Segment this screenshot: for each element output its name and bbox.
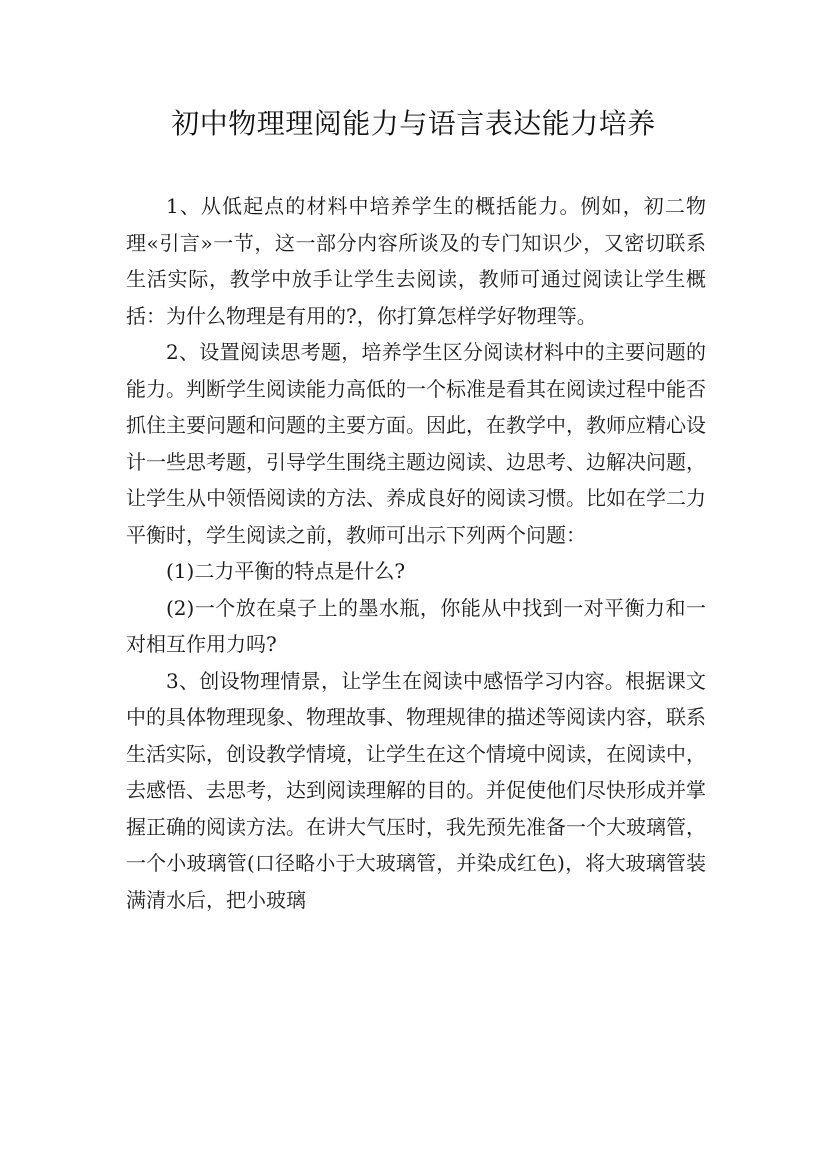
- paragraph-1: 1、从低起点的材料中培养学生的概括能力。例如，初二物理«引言»一节，这一部分内容所谈及的专门知识少，又密切联系生活实际，教学中放手让学生去阅读，教师可通过阅读让学生概括：为什么物理是有用的?，你打算怎样学好物理等。: [126, 194, 706, 328]
- paragraph-3: 3、创设物理情景，让学生在阅读中感悟学习内容。根据课文中的具体物理现象、物理故事、物理规律的描述等阅读内容，联系生活实际，创设教学情境，让学生在这个情境中阅读，在阅读中，去感悟、去思考，达到阅读理解的目的。并促使他们尽快形成并掌握正确的阅读方法。在讲大气压时，我先预先准备一个大玻璃管，一个小玻璃管(口径略小于大玻璃管，并染成红色)，将大玻璃管装满清水后，把小玻璃: [126, 668, 706, 912]
- document-title: 初中物理理阅能力与语言表达能力培养: [171, 107, 656, 140]
- question-2: (2)一个放在桌子上的墨水瓶，你能从中找到一对平衡力和一对相互作用力吗?: [126, 595, 706, 656]
- document-body: [126, 188, 706, 918]
- paragraph-2: 2、设置阅读思考题，培养学生区分阅读材料中的主要问题的能力。判断学生阅读能力高低的一个标准是看其在阅读过程中能否抓住主要问题和问题的主要方面。因此，在教学中，教师应精心设计一些思考题，引导学生围绕主题边阅读、边思考、边解决问题，让学生从中领悟阅读的方法、养成良好的阅读习惯。比如在学二力平衡时，学生阅读之前，教师可出示下列两个问题：: [126, 340, 706, 547]
- question-1: (1)二力平衡的特点是什么?: [166, 559, 406, 583]
